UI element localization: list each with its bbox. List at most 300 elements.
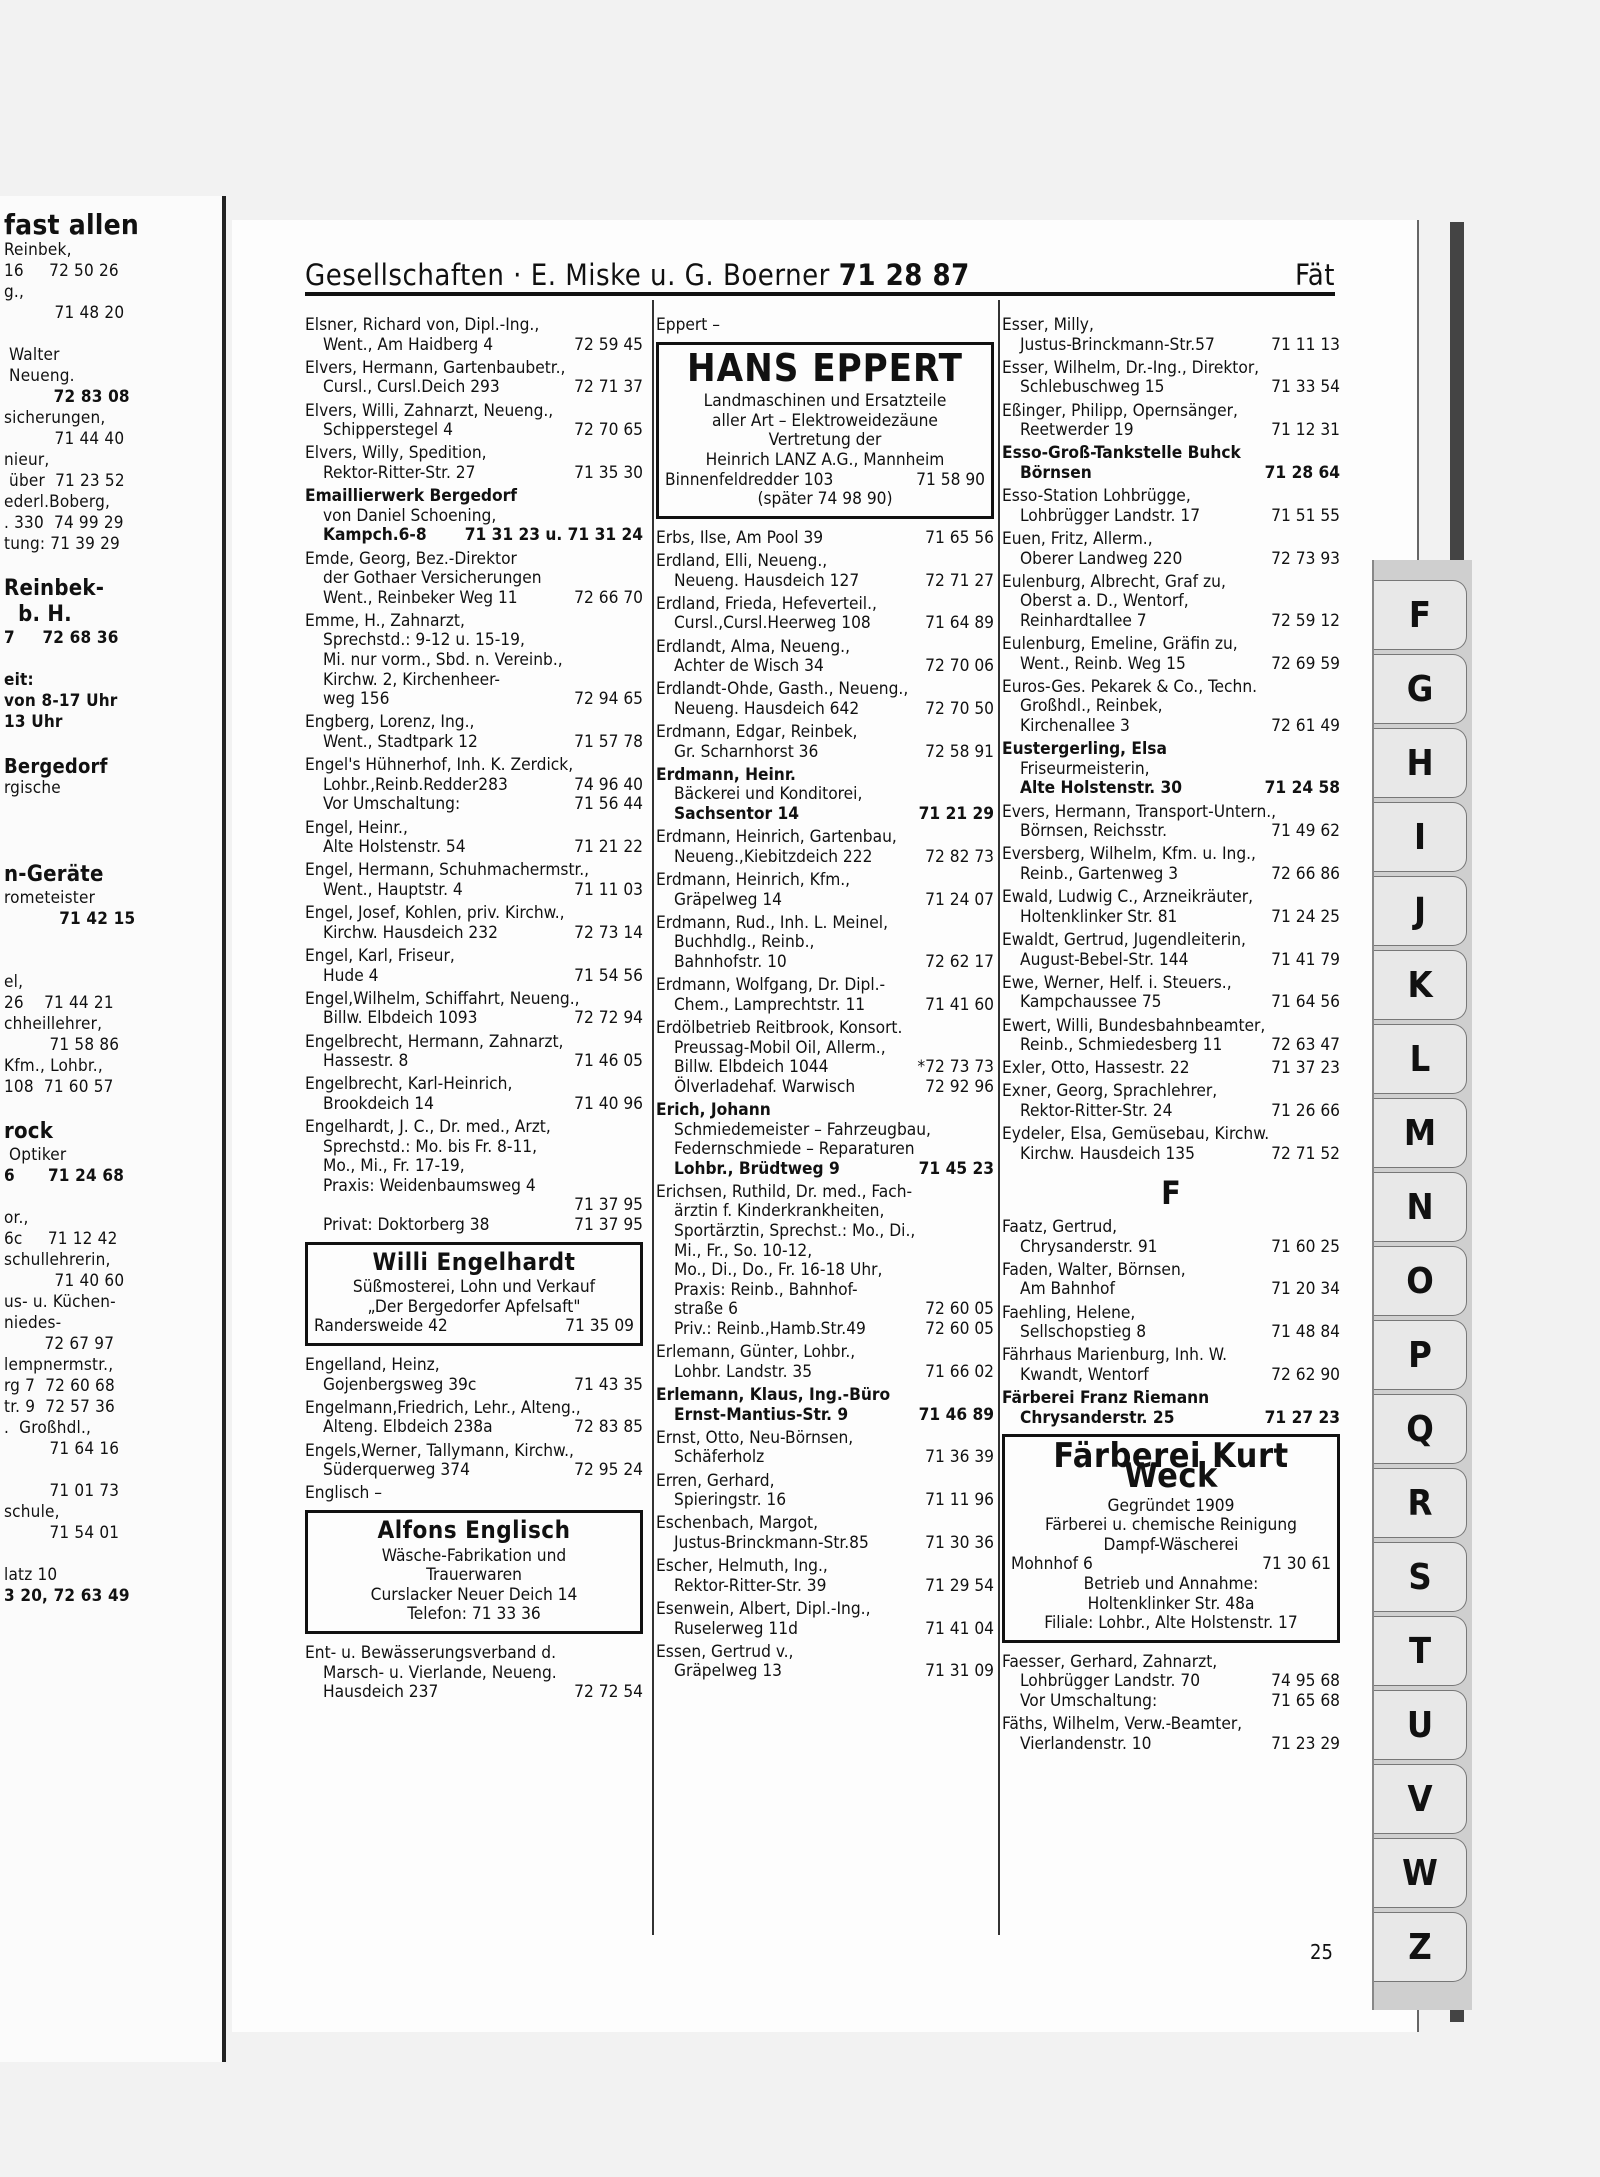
column-divider [652,300,654,1935]
directory-entry [305,990,643,1029]
entry-text: Euros-Ges. Pekarek & Co., Techn. [1002,676,1258,697]
advertisement-headline: HANS EPPERT [687,345,963,390]
entry-line [656,1534,994,1554]
entry-line [305,947,643,967]
entry-line [305,402,643,422]
entry-text: Kirchw. Hausdeich 135 [1020,1143,1195,1164]
entry-text: Escher, Helmuth, Ing., [656,1556,828,1577]
entry-line [305,733,643,753]
entry-line [1002,678,1340,698]
entry-line [305,631,643,651]
entry-line [305,464,643,484]
register-tab-n[interactable]: N [1374,1172,1467,1242]
entry-line [1011,1595,1331,1615]
directory-entry [1002,1059,1340,1079]
entry-text: Sellschopstieg 8 [1020,1322,1147,1343]
directory-entry [305,861,643,900]
phone-number: 72 58 91 [925,741,994,762]
entry-line [1002,993,1340,1013]
phone-number: 72 92 96 [925,1076,994,1097]
entry-text: Hausdeich 237 [323,1682,439,1703]
entry-text: Federnschmiede – Reparaturen [674,1139,915,1160]
entry-text: Euen, Fritz, Allerm., [1002,528,1153,549]
entry-line [305,651,643,671]
register-tab-i[interactable]: I [1374,802,1467,872]
register-tab-j[interactable]: J [1374,876,1467,946]
directory-entry [656,552,994,591]
phone-number: 71 21 22 [574,837,643,858]
entry-line [656,614,994,634]
register-tab-m[interactable]: M [1374,1098,1467,1168]
entry-text: Esser, Milly, [1002,315,1094,335]
directory-entry [305,713,643,752]
entry-line [656,766,994,786]
left-page-line: 71 64 16 [4,1439,120,1459]
entry-text: Spieringstr. 16 [674,1490,787,1511]
phone-number: 71 33 54 [1271,377,1340,398]
left-page-line: über 71 23 52 [4,471,125,491]
phone-number: 72 94 65 [574,689,643,710]
left-page-line: tr. 9 72 57 36 [4,1397,115,1417]
register-tab-o[interactable]: O [1374,1246,1467,1316]
entry-text: Engel, Josef, Kohlen, priv. Kirchw., [305,903,565,924]
entry-line [1002,717,1340,737]
register-tab-p[interactable]: P [1374,1320,1467,1390]
entry-line [1002,1304,1340,1324]
directory-entry [1002,1715,1340,1754]
advertisement-headline: Färberei Kurt Weck [1053,1436,1289,1496]
entry-text: Am Bahnhof [1020,1279,1115,1300]
entry-text: Binnenfeldredder 103 [665,469,834,490]
entry-text: Börnsen [1020,462,1092,483]
entry-line [1002,1653,1340,1673]
left-page-line: rometeister [4,888,96,908]
entry-text: Erdmann, Heinrich, Kfm., [656,870,851,890]
entry-line [1002,1261,1340,1281]
directory-entry [656,1472,994,1511]
register-tab-v[interactable]: V [1374,1764,1467,1834]
phone-number: 71 41 79 [1271,949,1340,970]
entry-line [656,1363,994,1383]
entry-text: Went., Am Haidberg 4 [323,334,494,355]
register-tab-s[interactable]: S [1374,1542,1467,1612]
entry-text: Emde, Georg, Bez.-Direktor [305,548,517,569]
entry-text: Neueng. Hausdeich 642 [674,698,860,719]
directory-entry [1002,1261,1340,1300]
phone-number: 71 31 09 [925,1661,994,1682]
entry-text: Engelhardt, J. C., Dr. med., Arzt, [305,1117,551,1138]
entry-line [314,1278,634,1298]
directory-entry [1002,931,1340,970]
directory-entry [1002,402,1340,441]
entry-line [1002,908,1340,928]
entry-line [305,316,643,336]
phone-number: 72 60 05 [925,1319,994,1340]
entry-line [305,904,643,924]
directory-entry [1002,635,1340,674]
left-page-line: n-Geräte [4,862,104,887]
entry-text: Marsch- u. Vierlande, Neueng. [323,1662,557,1683]
entry-text: Faatz, Gertrud, [1002,1217,1118,1238]
directory-entry [656,723,994,762]
entry-text: Lohbr.,Reinb.Redder283 [323,774,508,795]
directory-entry [305,444,643,483]
entry-text: Reinb., Schmiedesberg 11 [1020,1035,1223,1056]
entry-line [305,838,643,858]
entry-line [314,1298,634,1318]
directory-entry [1002,1346,1340,1385]
phone-number: 71 64 89 [925,613,994,634]
entry-line [305,1118,643,1138]
directory-entry [1002,1017,1340,1056]
register-tab-g[interactable]: G [1374,654,1467,724]
entry-line [656,1620,994,1640]
entry-line [1002,1409,1340,1429]
phone-number: 72 71 37 [574,377,643,398]
left-page-line: Optiker [4,1145,67,1165]
entry-line [656,871,994,891]
register-tab-r[interactable]: R [1374,1468,1467,1538]
entry-text: Erdmann, Heinr. [656,764,796,785]
entry-text: Erren, Gerhard, [656,1470,775,1491]
entry-line [656,595,994,615]
left-page-line: schullehrerin, [4,1250,111,1270]
entry-line [656,891,994,911]
directory-entry [1002,803,1340,842]
entry-text: Faehling, Helene, [1002,1302,1136,1323]
entry-text: Erdland, Frieda, Hefeverteil., [656,593,877,614]
entry-text: Rektor-Ritter-Str. 24 [1020,1101,1173,1122]
left-page-line: Bergedorf [4,754,108,778]
entry-text: Mo., Di., Do., Fr. 16-18 Uhr, [674,1260,883,1281]
entry-text: Eustergerling, Elsa [1002,739,1167,760]
phone-number: 71 46 05 [574,1051,643,1072]
phone-number: 71 37 23 [1271,1058,1340,1079]
entry-text: Neueng. Hausdeich 127 [674,570,860,591]
entry-text: Heinrich LANZ A.G., Mannheim [705,449,945,470]
directory-entry [656,871,994,910]
entry-line [1002,865,1340,885]
entry-text: Lohbr. Landstr. 35 [674,1361,813,1382]
left-page-line: us- u. Küchen- [4,1292,116,1312]
directory-entry [1002,1304,1340,1343]
left-page-line: lempnermstr., [4,1355,114,1375]
register-tab-t[interactable]: T [1374,1616,1467,1686]
directory-entry [656,1643,994,1682]
entry-text: Gegründet 1909 [1107,1495,1235,1516]
entry-line [314,1547,634,1567]
left-page-line: g., [4,282,25,302]
left-page-line: 7 72 68 36 [4,628,119,648]
entry-line [305,1138,643,1158]
entry-line [1002,1102,1340,1122]
entry-text: Erlemann, Klaus, Ing.-Büro [656,1385,891,1405]
phone-number: 72 59 45 [574,334,643,355]
section-letter: F [1161,1174,1181,1213]
entry-line [656,1078,994,1098]
entry-line [656,1662,994,1682]
entry-line [656,638,994,658]
directory-entry [1002,359,1340,398]
entry-text: Landmaschinen und Ersatzteile [703,391,947,412]
entry-text: Erlemann, Günter, Lohbr., [656,1342,856,1363]
entry-line [1002,550,1340,570]
directory-entry [656,1183,994,1340]
entry-text: Gr. Scharnhorst 36 [674,741,819,762]
entry-text: von Daniel Schoening, [323,505,497,526]
advertisement-box [305,1242,643,1346]
entry-line [305,487,643,507]
entry-line [1002,612,1340,632]
entry-text: straße 6 [674,1299,738,1320]
entry-line [305,1461,643,1481]
entry-line [656,1514,994,1534]
entry-line [1002,378,1340,398]
entry-line [656,1039,994,1059]
entry-text: Gojenbergsweg 39c [323,1374,477,1395]
column-3 [1002,316,1340,1758]
entry-line [656,1300,994,1320]
entry-text: Exner, Georg, Sprachlehrer, [1002,1081,1218,1102]
entry-line [656,1448,994,1468]
directory-entry [1002,1125,1340,1164]
directory-entry [1002,316,1340,355]
header-guide-word: Fät [1294,258,1335,292]
entry-line [656,552,994,572]
entry-line [1002,1366,1340,1386]
phone-number: 74 96 40 [574,774,643,795]
entry-line [1011,1614,1331,1634]
directory-entry [305,1356,643,1395]
register-tabs [1372,560,1472,2010]
entry-text: Reinhardtallee 7 [1020,610,1147,631]
left-page-line: chheillehrer, [4,1014,103,1034]
directory-entry [305,1442,643,1481]
entry-text: Ent- u. Bewässerungsverband d. [305,1642,557,1663]
entry-line [1002,1692,1340,1712]
advertisement-box [656,342,994,519]
column-2 [656,316,994,1685]
entry-line [305,1095,643,1115]
directory-entry [656,1429,994,1468]
register-tab-h[interactable]: H [1374,728,1467,798]
entry-text: Ewert, Willi, Bundesbahnbeamter, [1002,1015,1266,1036]
entry-text: der Gothaer Versicherungen [323,568,542,589]
directory-entry [656,316,994,336]
entry-text: Vertretung der [768,430,882,451]
entry-text: Betrieb und Annahme: [1083,1573,1259,1594]
entry-line [1002,822,1340,842]
register-tab-k[interactable]: K [1374,950,1467,1020]
directory-entry [305,402,643,441]
entry-text: Privat: Doktorberg 38 [323,1215,490,1236]
phone-number: 71 36 39 [925,1447,994,1468]
register-tab-l[interactable]: L [1374,1024,1467,1094]
entry-text: Elsner, Richard von, Dipl.-Ing., [305,315,540,335]
entry-text: Hude 4 [323,965,379,986]
left-page-line: 13 Uhr [4,712,63,732]
entry-text: Ruselerweg 11d [674,1618,798,1639]
left-page-line: sicherungen, [4,408,106,428]
entry-line [656,1140,994,1160]
entry-line [1002,845,1340,865]
phone-number: 71 51 55 [1271,505,1340,526]
entry-text: Vor Umschaltung: [323,794,461,815]
entry-text: Färberei Franz Riemann [1002,1388,1210,1409]
entry-text: Mohnhof 6 [1011,1554,1093,1575]
entry-text: aller Art – Elektroweidezäune [712,410,938,431]
phone-number: 71 26 66 [1271,1101,1340,1122]
advertisement-headline: Alfons Englisch [377,1515,571,1544]
left-page-line: 71 01 73 [4,1481,120,1501]
directory-entry [1002,530,1340,569]
entry-line [665,490,985,510]
directory-entry [656,1343,994,1382]
directory-entry [1002,740,1340,799]
entry-text: Curslacker Neuer Deich 14 [370,1584,578,1605]
entry-line [1002,530,1340,550]
phone-number: 71 30 36 [925,1532,994,1553]
entry-line [1002,464,1340,484]
directory-entry [656,1019,994,1097]
entry-line [1002,421,1340,441]
entry-line [656,1557,994,1577]
entry-text: Kampch.6-8 [323,525,427,546]
directory-entry [1002,444,1340,483]
entry-line [314,1317,634,1337]
directory-entry [305,550,643,609]
entry-text: Kirchw. Hausdeich 232 [323,922,498,943]
entry-text: Schmiedemeister – Fahrzeugbau, [674,1119,931,1140]
register-tab-u[interactable]: U [1374,1690,1467,1760]
entry-line [305,1216,643,1236]
directory-entry [1002,1082,1340,1121]
directory-entry [656,529,994,549]
phone-number: 71 64 56 [1271,992,1340,1013]
entry-line [305,1157,643,1177]
register-tab-z[interactable]: Z [1374,1912,1467,1982]
phone-number: 72 69 59 [1271,653,1340,674]
phone-number: 72 70 50 [925,698,994,719]
entry-text: Buchhdlg., Reinb., [674,932,815,953]
entry-text: Chrysanderstr. 25 [1020,1407,1175,1428]
entry-line [656,657,994,677]
directory-entry [305,947,643,986]
entry-line [314,1566,634,1586]
entry-line [656,1160,994,1180]
phone-number: 72 71 27 [925,570,994,591]
directory-entry [305,1399,643,1438]
directory-entry [656,595,994,634]
entry-text: Elvers, Hermann, Gartenbaubetr., [305,357,566,378]
phone-number: 71 40 96 [574,1093,643,1114]
entry-text: Erbs, Ilse, Am Pool 39 [656,527,824,548]
directory-entry [305,1033,643,1072]
left-page-line: 71 40 60 [4,1271,125,1291]
directory-entry [1002,678,1340,737]
entry-text: Eulenburg, Emeline, Gräfin zu, [1002,634,1238,655]
entry-line [656,1261,994,1281]
left-page-line: rock [4,1119,54,1144]
entry-text: Eversberg, Wilhelm, Kfm. u. Ing., [1002,844,1256,865]
entry-text: ärztin f. Kinderkrankheiten, [674,1201,885,1222]
entry-text: Faden, Walter, Börnsen, [1002,1259,1186,1280]
directory-entry [1002,1218,1340,1257]
phone-number: 72 70 06 [925,656,994,677]
left-page-line: latz 10 [4,1565,58,1585]
entry-line [656,1472,994,1492]
left-page-line: Reinbek- [4,576,105,601]
entry-text: Ernst, Otto, Neu-Börnsen, [656,1427,854,1448]
entry-text: Esenwein, Albert, Dipl.-Ing., [656,1598,871,1619]
entry-text: Eßinger, Philipp, Opernsänger, [1002,400,1238,421]
entry-text: Kampchaussee 75 [1020,992,1162,1013]
entry-line [656,1343,994,1363]
register-tab-q[interactable]: Q [1374,1394,1467,1464]
left-page-line: 72 67 97 [4,1334,115,1354]
entry-line [1002,1017,1340,1037]
phone-number: 71 56 44 [574,794,643,815]
entry-text: Esso-Groß-Tankstelle Buhck [1002,443,1241,464]
directory-entry [656,976,994,1015]
entry-line [305,1177,643,1197]
phone-number: 71 35 09 [565,1316,634,1337]
phone-number: 71 23 29 [1271,1733,1340,1754]
phone-number: 71 66 02 [925,1361,994,1382]
entry-line [305,990,643,1010]
register-tab-f[interactable]: F [1374,580,1467,650]
entry-line [656,914,994,934]
phone-number: 71 27 23 [1264,1407,1340,1428]
register-tab-w[interactable]: W [1374,1838,1467,1908]
entry-line [1002,487,1340,507]
entry-text: Erdmann, Edgar, Reinbek, [656,722,858,743]
phone-number: 71 20 34 [1271,1279,1340,1300]
directory-entry [305,819,643,858]
entry-line [656,1491,994,1511]
entry-line [1002,1125,1340,1145]
entry-text: Brookdeich 14 [323,1093,434,1114]
entry-line [1002,316,1340,336]
entry-line [305,1033,643,1053]
phone-number: 71 48 84 [1271,1322,1340,1343]
entry-line [305,713,643,733]
entry-text: Eydeler, Elsa, Gemüsebau, Kirchw. [1002,1124,1270,1145]
entry-line [656,1281,994,1301]
entry-text: Went., Reinb. Weg 15 [1020,653,1186,674]
entry-text: Sachsentor 14 [674,804,799,825]
phone-number: 71 58 90 [916,469,985,490]
entry-text: Holtenklinker Str. 48a [1087,1593,1255,1614]
entry-text: Englisch – [305,1483,382,1504]
left-page-line: 72 83 08 [4,387,130,407]
entry-line [1002,635,1340,655]
entry-line [1002,803,1340,823]
entry-line [305,1644,643,1664]
left-page-line: tung: 71 39 29 [4,534,120,554]
entry-text: Achter de Wisch 34 [674,656,824,677]
entry-line [656,316,994,336]
phone-number: 72 72 54 [574,1682,643,1703]
entry-line [305,1075,643,1095]
entry-text: Sprechstd.: Mo. bis Fr. 8-11, [323,1136,538,1157]
phone-number: 72 61 49 [1271,716,1340,737]
entry-text: Emme, H., Zahnarzt, [305,610,465,631]
entry-text: Essen, Gertrud v., [656,1641,794,1662]
phone-number: 71 54 56 [574,965,643,986]
entry-line [305,378,643,398]
phone-number: 71 11 96 [925,1490,994,1511]
